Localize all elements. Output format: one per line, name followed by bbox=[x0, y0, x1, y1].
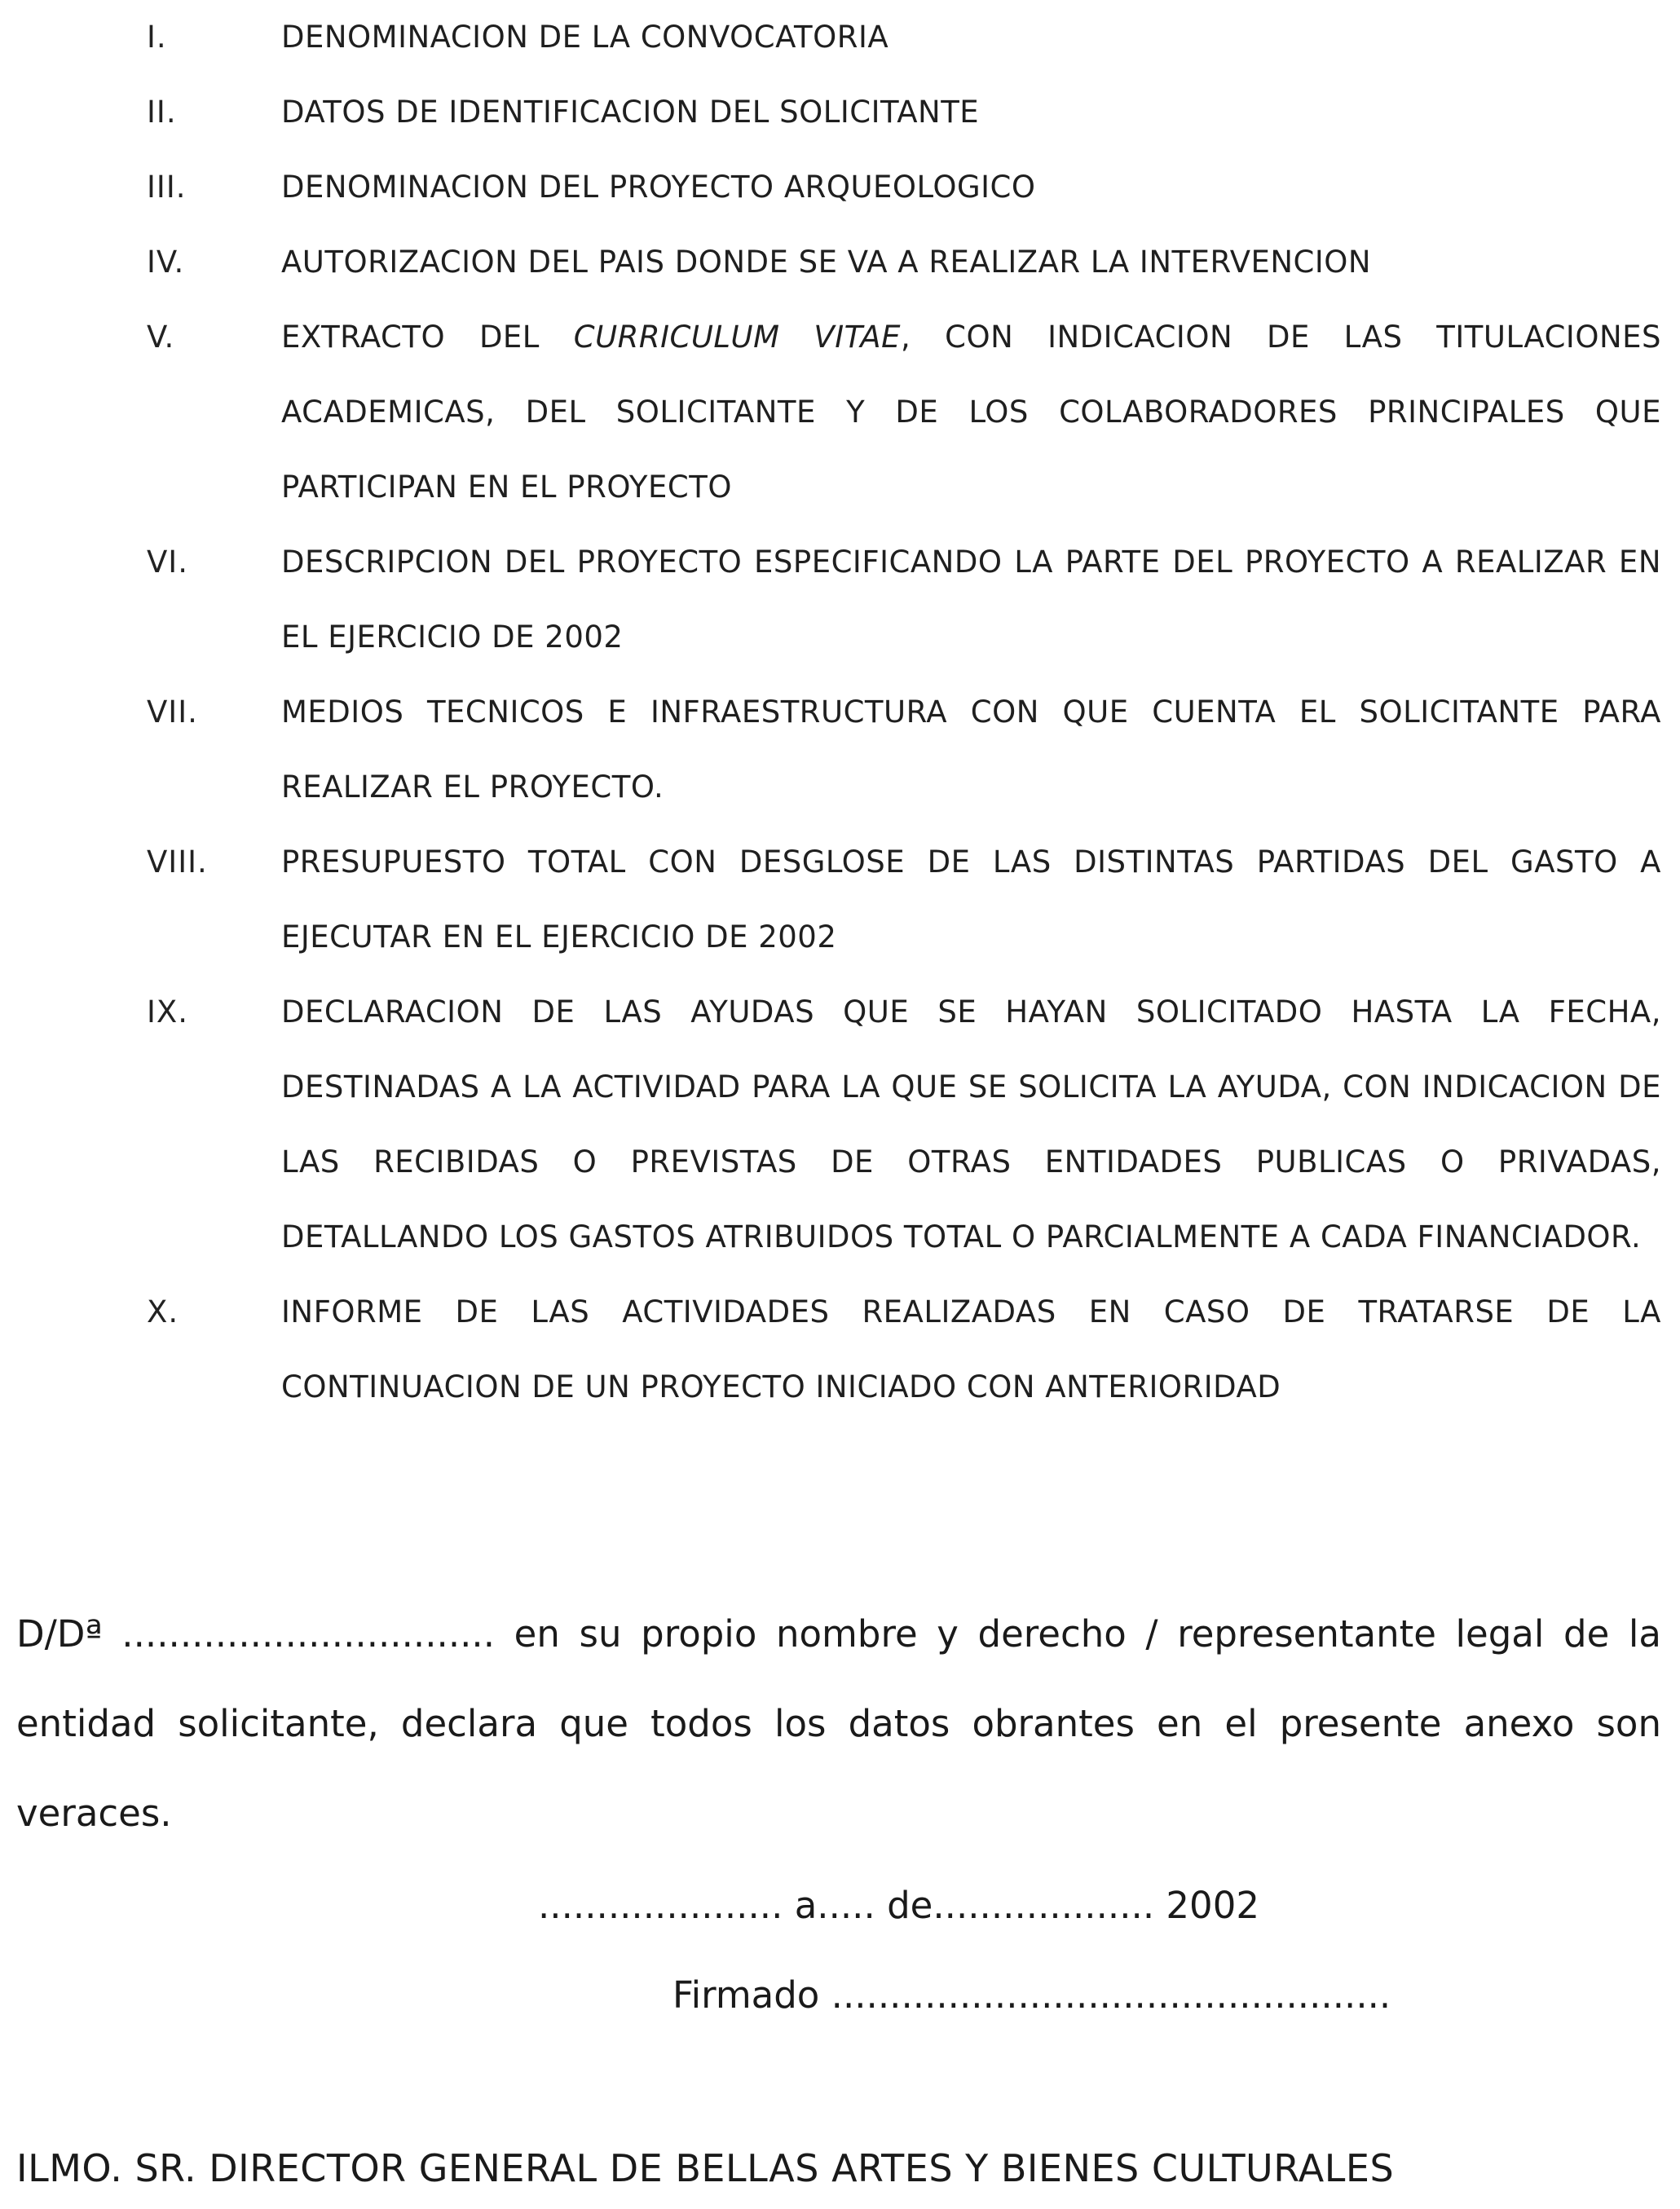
list-item-text-after: , CON INDICACION DE LAS TITULACIONES ACADEMICAS, DEL SOLICITANTE Y DE LOS COLABORADORES PRINCIPALES QUE PARTICIPAN EN EL PROYECTO bbox=[281, 320, 1661, 505]
list-item-number: IV. bbox=[147, 245, 185, 280]
list-item-10 bbox=[0, 1275, 1680, 1425]
list-item-text: DECLARACION DE LAS AYUDAS QUE SE HAYAN SOLICITADO HASTA LA FECHA, DESTINADAS A LA ACTIVIDAD PARA LA QUE SE SOLICITA LA AYUDA, CON INDICACION DE LAS RECIBIDAS O PREVISTAS DE OTRAS ENTIDADES PUBLICAS O PRIVADAS, DETALLANDO LOS GASTOS ATRIBUIDOS TOTAL O PARCIALMENTE A CADA FINANCIADOR. bbox=[281, 994, 1661, 1254]
date-line: ..................... a..... de................... 2002 bbox=[538, 1884, 1259, 1927]
list-item-text: DENOMINACION DE LA CONVOCATORIA bbox=[281, 20, 889, 55]
list-item-text: PRESUPUESTO TOTAL CON DESGLOSE DE LAS DISTINTAS PARTIDAS DEL GASTO A EJECUTAR EN EL EJERCICIO DE 2002 bbox=[281, 844, 1661, 955]
list-item-text: DATOS DE IDENTIFICACION DEL SOLICITANTE bbox=[281, 95, 980, 130]
list-item-9 bbox=[0, 975, 1680, 1275]
list-item-number: VII. bbox=[147, 694, 198, 730]
list-item-number: III. bbox=[147, 170, 187, 205]
list-item-text bbox=[281, 300, 1661, 525]
list-item-text-before: EXTRACTO DEL bbox=[281, 320, 574, 355]
list-item-number: X. bbox=[147, 1294, 179, 1329]
list-item-3 bbox=[0, 150, 1680, 225]
list-item-text: MEDIOS TECNICOS E INFRAESTRUCTURA CON QUE CUENTA EL SOLICITANTE PARA REALIZAR EL PROYECTO. bbox=[281, 694, 1661, 805]
addressee: ILMO. SR. DIRECTOR GENERAL DE BELLAS ARTES Y BIENES CULTURALES bbox=[16, 2146, 1395, 2190]
curriculum-vitae-italic: CURRICULUM VITAE bbox=[573, 320, 902, 355]
list-item-text: INFORME DE LAS ACTIVIDADES REALIZADAS EN CASO DE TRATARSE DE LA CONTINUACION DE UN PROYECTO INICIADO CON ANTERIORIDAD bbox=[281, 1294, 1661, 1404]
list-item-number: V. bbox=[147, 320, 175, 355]
list-item-7 bbox=[0, 675, 1680, 825]
list-item-5 bbox=[0, 300, 1680, 525]
list-item-number: I. bbox=[147, 20, 167, 55]
list-item-number: IX. bbox=[147, 994, 189, 1030]
list-item-6 bbox=[0, 525, 1680, 675]
signature-line: Firmado ................................................ bbox=[672, 1973, 1391, 2017]
list-item-1 bbox=[0, 0, 1680, 75]
list-item-4 bbox=[0, 225, 1680, 300]
list-item-text: AUTORIZACION DEL PAIS DONDE SE VA A REALIZAR LA INTERVENCION bbox=[281, 245, 1372, 280]
list-item-8 bbox=[0, 825, 1680, 975]
list-item-number: VI. bbox=[147, 545, 188, 580]
list-item-number: II. bbox=[147, 95, 177, 130]
list-item-text: DESCRIPCION DEL PROYECTO ESPECIFICANDO LA PARTE DEL PROYECTO A REALIZAR EN EL EJERCICIO DE 2002 bbox=[281, 545, 1661, 655]
list-item-number: VIII. bbox=[147, 844, 208, 880]
declaration-paragraph: D/Dª ................................ en su propio nombre y derecho / representante legal de la entidad solicitante, declara que todos los datos obrantes en el presente anexo son veraces. bbox=[16, 1612, 1661, 1835]
list-item-2 bbox=[0, 75, 1680, 150]
list-item-text: DENOMINACION DEL PROYECTO ARQUEOLOGICO bbox=[281, 170, 1036, 205]
